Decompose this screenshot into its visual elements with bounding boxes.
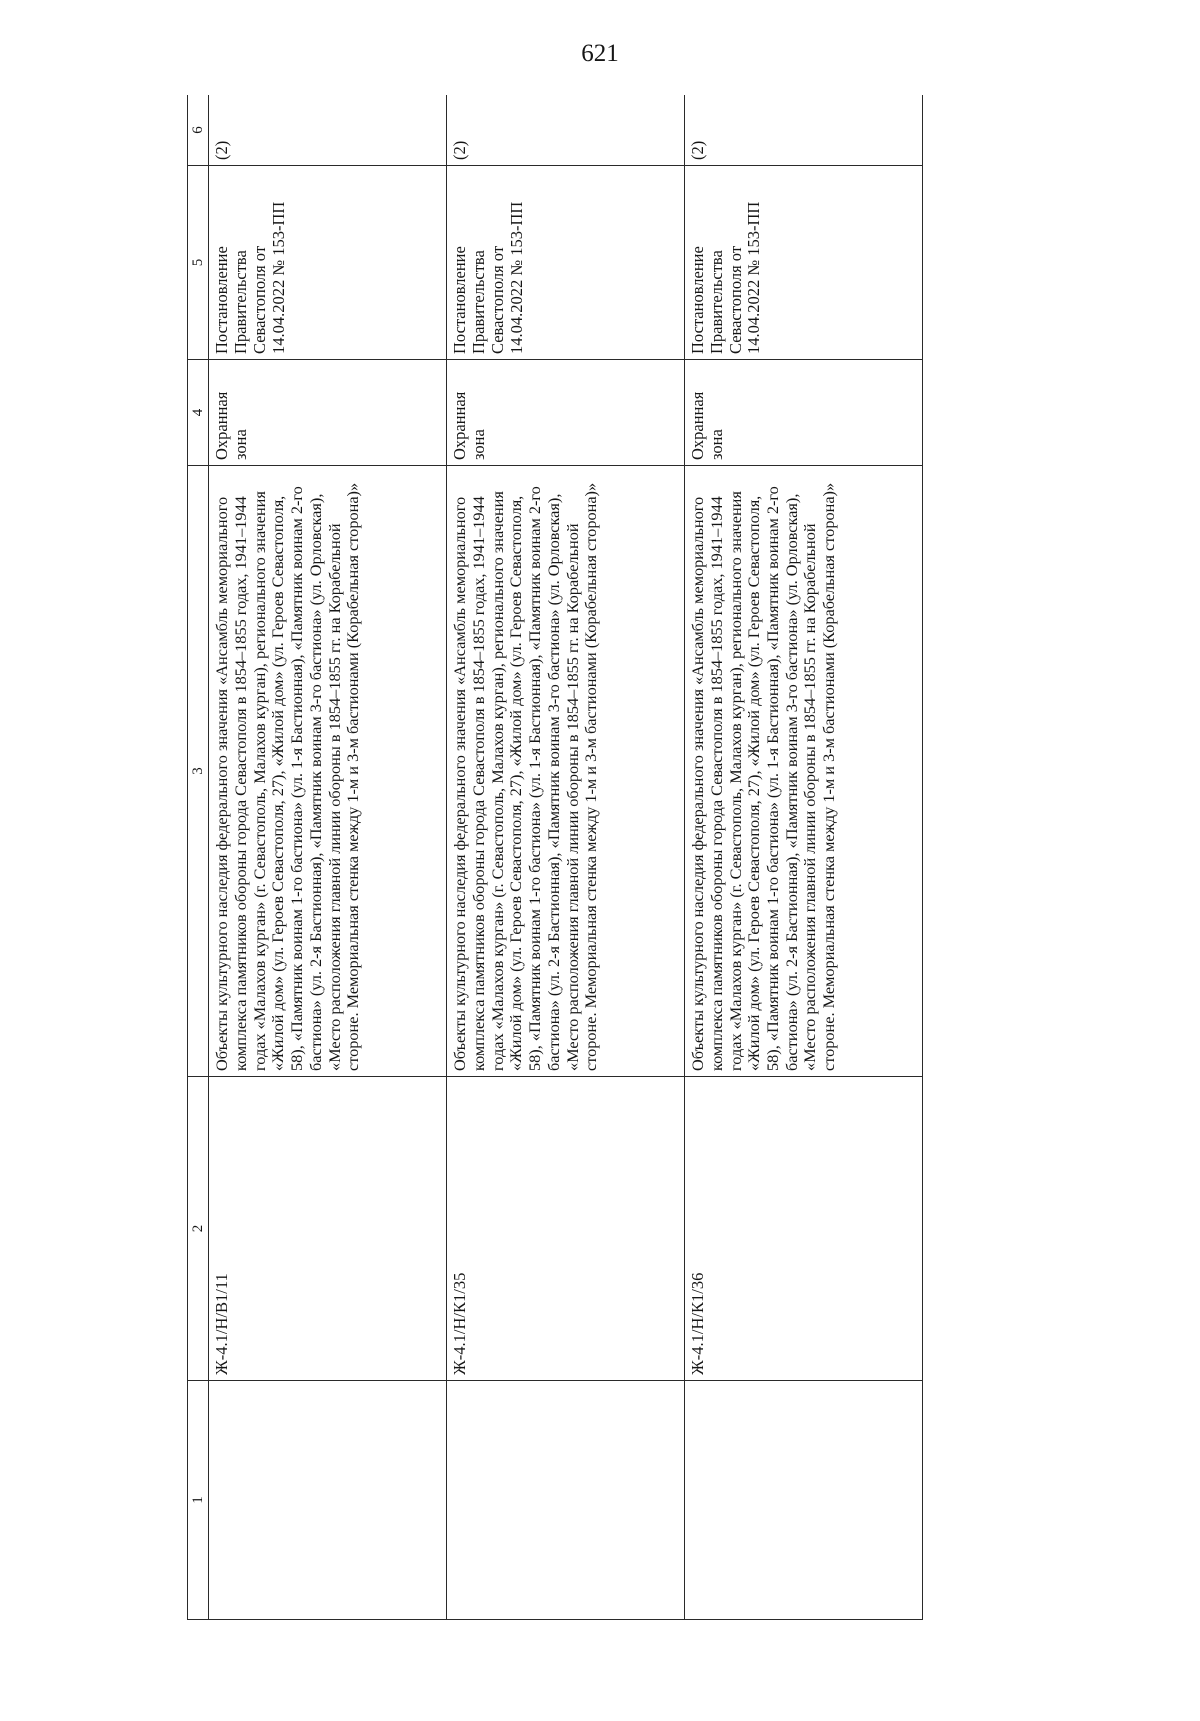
rotated-table-container	[187, 95, 923, 1620]
row-code: Ж-4.1/Н/К1/36	[685, 1077, 923, 1381]
row-cell-col1	[209, 1381, 447, 1620]
column-header-6: 6	[188, 95, 209, 166]
row-description: Объекты культурного наследия федерального значения «Ансамбль мемориального комплекса памятников обороны города Севастополя в 1854–1855 годах, 1941–1944 годах «Малахов курган» (г. Севастополь, Малахов курган), регионального значения «Жилой дом» (ул. Героев Севастополя, 27), «Жилой дом» (ул. Героев Севастополя, 58), «Памятник воинам 1-го бастиона» (ул. 1-я Бастионная), «Памятник воинам 2-го бастиона» (ул. 2-я Бастионная), «Памятник воинам 3-го бастиона» (ул. Орловская), «Место расположения главной линии обороны в 1854–1855 гг. на Корабельной стороне. Мемориальная стенка между 1-м и 3-м бастионами (Корабельная сторона)»	[685, 466, 923, 1077]
row-document: Постановление Правительства Севастополя от 14.04.2022 № 153-ПП	[209, 166, 447, 360]
row-cell-col1	[685, 1381, 923, 1620]
row-code: Ж-4.1/Н/В1/11	[209, 1077, 447, 1381]
row-description: Объекты культурного наследия федерального значения «Ансамбль мемориального комплекса памятников обороны города Севастополя в 1854–1855 годах, 1941–1944 годах «Малахов курган» (г. Севастополь, Малахов курган), регионального значения «Жилой дом» (ул. Героев Севастополя, 27), «Жилой дом» (ул. Героев Севастополя, 58), «Памятник воинам 1-го бастиона» (ул. 1-я Бастионная), «Памятник воинам 2-го бастиона» (ул. 2-я Бастионная), «Памятник воинам 3-го бастиона» (ул. Орловская), «Место расположения главной линии обороны в 1854–1855 гг. на Корабельной стороне. Мемориальная стенка между 1-м и 3-м бастионами (Корабельная сторона)»	[447, 466, 685, 1077]
table-row	[447, 95, 685, 1620]
rotated-table-area	[187, 95, 923, 1620]
row-note: (2)	[209, 95, 447, 166]
row-zone: Охранная зона	[209, 360, 447, 466]
page-number: 621	[581, 40, 619, 67]
row-document: Постановление Правительства Севастополя от 14.04.2022 № 153-ПП	[447, 166, 685, 360]
row-cell-col1	[447, 1381, 685, 1620]
row-document: Постановление Правительства Севастополя от 14.04.2022 № 153-ПП	[685, 166, 923, 360]
column-header-1: 1	[188, 1381, 209, 1620]
row-note: (2)	[685, 95, 923, 166]
row-note: (2)	[447, 95, 685, 166]
column-header-3: 3	[188, 466, 209, 1077]
row-zone: Охранная зона	[685, 360, 923, 466]
row-code: Ж-4.1/Н/К1/35	[447, 1077, 685, 1381]
table-row	[209, 95, 447, 1620]
objects-table	[187, 95, 923, 1620]
table-row	[685, 95, 923, 1620]
table-header-row	[188, 95, 209, 1620]
column-header-2: 2	[188, 1077, 209, 1381]
row-zone: Охранная зона	[447, 360, 685, 466]
row-description: Объекты культурного наследия федерального значения «Ансамбль мемориального комплекса памятников обороны города Севастополя в 1854–1855 годах, 1941–1944 годах «Малахов курган» (г. Севастополь, Малахов курган), регионального значения «Жилой дом» (ул. Героев Севастополя, 27), «Жилой дом» (ул. Героев Севастополя, 58), «Памятник воинам 1-го бастиона» (ул. 1-я Бастионная), «Памятник воинам 2-го бастиона» (ул. 2-я Бастионная), «Памятник воинам 3-го бастиона» (ул. Орловская), «Место расположения главной линии обороны в 1854–1855 гг. на Корабельной стороне. Мемориальная стенка между 1-м и 3-м бастионами (Корабельная сторона)»	[209, 466, 447, 1077]
column-header-5: 5	[188, 166, 209, 360]
column-header-4: 4	[188, 360, 209, 466]
